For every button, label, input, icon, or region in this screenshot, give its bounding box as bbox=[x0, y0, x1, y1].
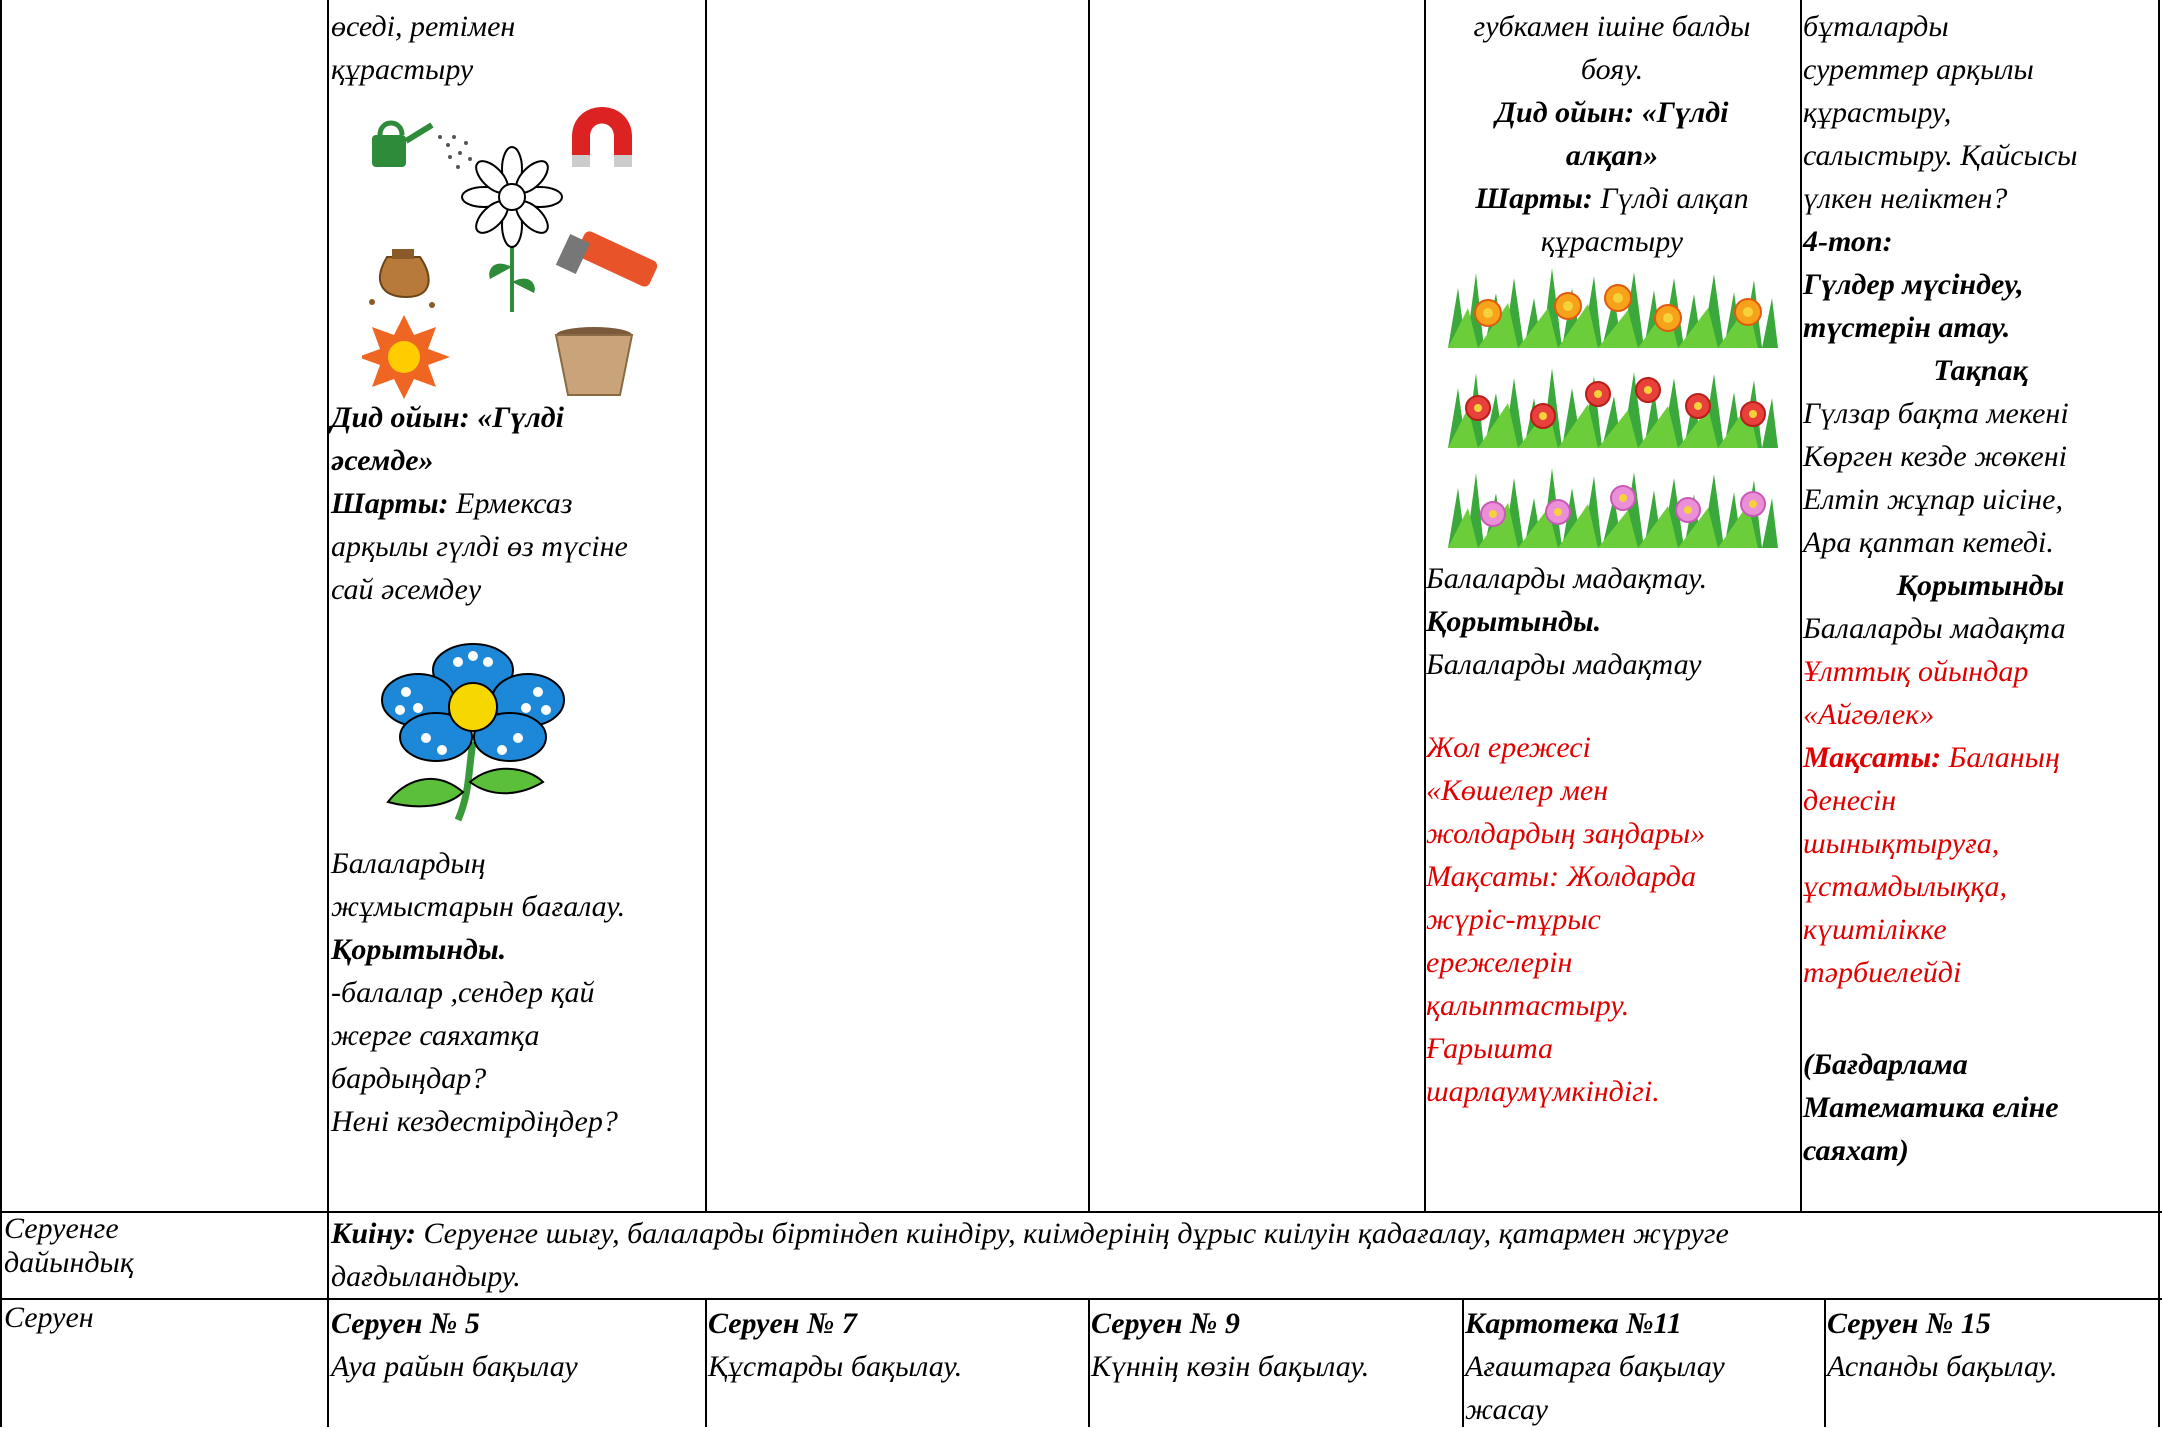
walk-cell bbox=[1827, 1302, 2157, 1388]
walk-cell bbox=[708, 1302, 1086, 1388]
text-line: жүріс-тұрыс bbox=[1426, 903, 1601, 936]
grass-row-orange bbox=[1448, 268, 1778, 348]
text-line: Балаларды мадақтау bbox=[1426, 648, 1702, 681]
col4-red-block bbox=[1426, 726, 1798, 1113]
text-line: саяхат) bbox=[1803, 1134, 1909, 1167]
text-line: салыстыру. Қайсысы bbox=[1803, 139, 2078, 172]
text-line: Мақсаты: Жолдарда bbox=[1426, 860, 1696, 893]
text-line: шынықтыруға, bbox=[1803, 827, 2000, 860]
conclusion-heading: Қорытынды. bbox=[331, 933, 507, 966]
conclusion-heading: Қорытынды. bbox=[1426, 605, 1602, 638]
text-line: жұмыстарын бағалау. bbox=[331, 890, 626, 923]
text-line: жерге саяхатқа bbox=[331, 1019, 540, 1052]
text-line: Ұлттық ойындар bbox=[1803, 655, 2029, 688]
walk-cell bbox=[331, 1302, 703, 1388]
text-line: түстерін атау. bbox=[1803, 311, 2011, 344]
grid-line bbox=[1800, 0, 1802, 1213]
text-line: шарлаумүмкіндігі. bbox=[1426, 1075, 1660, 1108]
condition-label: Шарты: bbox=[1475, 182, 1593, 215]
text-line: Ара қаптап кетеді. bbox=[1803, 526, 2054, 559]
col5-program-note bbox=[1803, 1043, 2158, 1172]
text-line: бояу. bbox=[1580, 53, 1644, 86]
grid-line bbox=[0, 1298, 2162, 1300]
flower-pot-icon bbox=[556, 327, 632, 395]
text-line: Баланың bbox=[1941, 741, 2060, 774]
text-line: Гүлзар бақта мекені bbox=[1803, 397, 2069, 430]
dressing-label: Киіну: bbox=[331, 1217, 416, 1250]
sun-icon bbox=[362, 315, 450, 399]
walk-cell bbox=[1091, 1302, 1461, 1388]
text-line: Жол ережесі bbox=[1426, 731, 1591, 764]
text-line: губкамен ішіне балды bbox=[1473, 10, 1751, 43]
text-line: Гүлді алқап bbox=[1592, 182, 1749, 215]
watering-can-icon bbox=[372, 123, 472, 169]
text-line: Серуен bbox=[4, 1301, 94, 1334]
text-line: Ермексаз bbox=[448, 487, 573, 520]
group-heading: 4-топ: bbox=[1803, 225, 1893, 258]
grid-line bbox=[1088, 1300, 1090, 1427]
walk-title: Серуен № 9 bbox=[1091, 1307, 1240, 1340]
walk-text: жасау bbox=[1465, 1393, 1548, 1426]
poem-title: Тақпақ bbox=[1933, 354, 2028, 387]
text-line: Ғарышта bbox=[1426, 1032, 1554, 1065]
walk-text: Күннің көзін бақылау. bbox=[1091, 1350, 1370, 1383]
text-line: дайындық bbox=[4, 1246, 134, 1279]
text-line: алқап» bbox=[1565, 139, 1659, 172]
condition-label: Шарты: bbox=[331, 487, 449, 520]
prep-row-text bbox=[331, 1212, 2156, 1298]
col4-cell bbox=[1426, 557, 1798, 686]
grass-row-pink bbox=[1448, 468, 1778, 548]
text-line: Нені кездестірдіңдер? bbox=[331, 1105, 618, 1138]
grid-line bbox=[1088, 0, 1090, 1213]
daisy-icon bbox=[462, 147, 562, 312]
flashlight-icon bbox=[556, 229, 659, 288]
goal-label: Мақсаты: bbox=[1803, 741, 1942, 774]
text-line: әсемде» bbox=[331, 444, 434, 477]
text-line: суреттер арқылы bbox=[1803, 53, 2034, 86]
seed-bag-icon bbox=[369, 249, 435, 308]
activity-icons-image bbox=[362, 97, 662, 402]
walk-title: Серуен № 5 bbox=[331, 1307, 480, 1340]
text-line: құрастыру bbox=[331, 53, 474, 86]
text-line: өседі, ретімен bbox=[331, 10, 516, 43]
text-line: бардыңдар? bbox=[331, 1062, 487, 1095]
text-line: сай әсемдеу bbox=[331, 573, 482, 606]
text-line: қалыптастыру. bbox=[1426, 989, 1630, 1022]
text-line: Серуенге bbox=[4, 1212, 119, 1245]
walk-text: Ағаштарға бақылау bbox=[1465, 1350, 1725, 1383]
conclusion-heading: Қорытынды bbox=[1896, 569, 2065, 602]
walk-title: Серуен № 15 bbox=[1827, 1307, 1991, 1340]
text-line: Елтіп жұпар иісіне, bbox=[1803, 483, 2063, 516]
walk-text: Ауа райын бақылау bbox=[331, 1350, 578, 1383]
text-line: құрастыру, bbox=[1803, 96, 1952, 129]
text-line: «Көшелер мен bbox=[1426, 774, 1609, 807]
text-line: құрастыру bbox=[1540, 225, 1684, 258]
col1-cell bbox=[331, 396, 703, 611]
text-line: денесін bbox=[1803, 784, 1897, 817]
text-line: дағдыландыру. bbox=[331, 1260, 521, 1293]
walk-title: Картотека №11 bbox=[1465, 1307, 1682, 1340]
col4-cell bbox=[1426, 5, 1798, 263]
text-line: Дид ойын: «Гүлді bbox=[331, 401, 564, 434]
text-line: тәрбиелейді bbox=[1803, 956, 1962, 989]
walk-text: Аспанды бақылау. bbox=[1827, 1350, 2058, 1383]
text-line: күштілікке bbox=[1803, 913, 1947, 946]
col1-cell bbox=[331, 5, 703, 91]
walk-row-label bbox=[4, 1296, 324, 1339]
col5-cell bbox=[1803, 5, 2158, 994]
text-line: ұстамдылыққа, bbox=[1803, 870, 2007, 903]
walk-text: Құстарды бақылау. bbox=[708, 1350, 963, 1383]
text-line: Математика еліне bbox=[1803, 1091, 2059, 1124]
text-line: Балалардың bbox=[331, 847, 486, 880]
text-line: Дид ойын: «Гүлді bbox=[1495, 96, 1729, 129]
text-line: ережелерін bbox=[1426, 946, 1573, 979]
text-line: Гүлдер мүсіндеу, bbox=[1803, 268, 2024, 301]
walk-title: Серуен № 7 bbox=[708, 1307, 857, 1340]
text-line: Балаларды мадақтау. bbox=[1426, 562, 1708, 595]
text-line: Көрген кезде жөкені bbox=[1803, 440, 2067, 473]
prep-row-label bbox=[4, 1212, 324, 1280]
text-line: жолдардың заңдары» bbox=[1426, 817, 1706, 850]
text-line: үлкен неліктен? bbox=[1803, 182, 2008, 215]
text-line: Балаларды мадақта bbox=[1803, 612, 2066, 645]
text-line: бұталарды bbox=[1803, 10, 1949, 43]
grid-line bbox=[705, 1300, 707, 1427]
text-line: -балалар ,сендер қай bbox=[331, 976, 595, 1009]
grid-line bbox=[705, 0, 707, 1213]
flower-meadow-image bbox=[1448, 268, 1778, 558]
grass-row-red bbox=[1448, 368, 1778, 448]
text-line: (Бағдарлама bbox=[1803, 1048, 1968, 1081]
magnet-icon bbox=[572, 107, 632, 167]
grid-line bbox=[1462, 1300, 1464, 1427]
text-line: Серуенге шығу, балаларды біртіндеп киіндіру, киімдерінің дұрыс киілуін қадағалау, қатармен жүруге bbox=[415, 1217, 1729, 1250]
grid-line bbox=[1824, 1300, 1826, 1427]
walk-cell bbox=[1465, 1302, 1822, 1431]
text-line: арқылы гүлді өз түсіне bbox=[331, 530, 628, 563]
blue-flower-image bbox=[378, 642, 568, 822]
text-line: «Айгөлек» bbox=[1803, 698, 1935, 731]
col1-cell bbox=[331, 842, 703, 1143]
